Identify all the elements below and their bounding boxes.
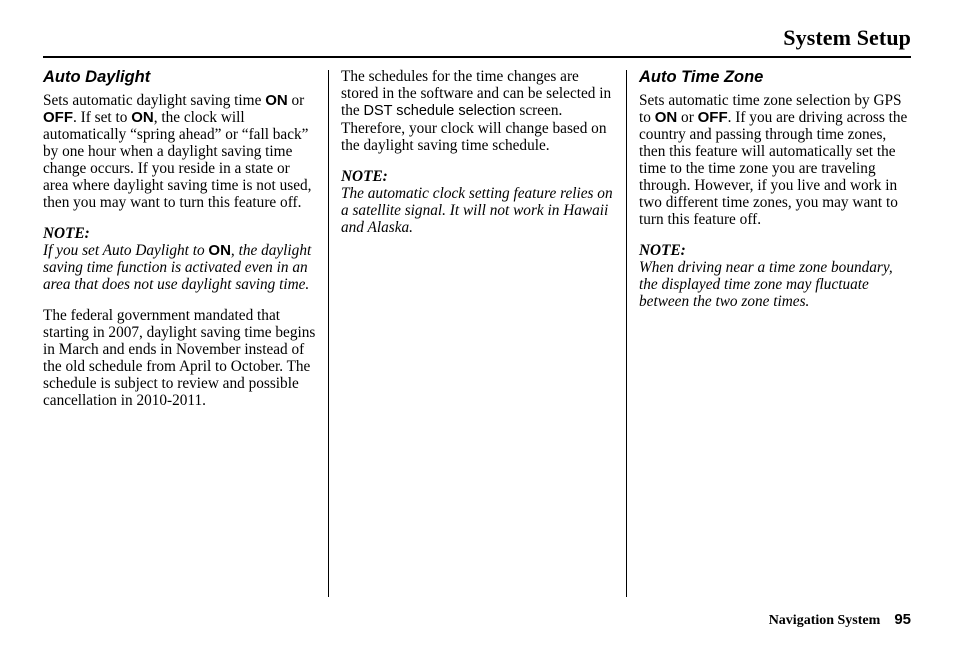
title-rule <box>43 56 911 58</box>
column-divider <box>626 70 627 597</box>
auto-daylight-heading: Auto Daylight <box>43 68 151 86</box>
footer-label: Navigation System <box>768 613 881 628</box>
column-dst-schedule <box>341 68 617 236</box>
text-run: Sets automatic daylight saving time <box>43 92 266 109</box>
on-keyword: ON <box>208 242 231 259</box>
page-footer <box>769 611 911 629</box>
auto-daylight-note <box>43 242 318 293</box>
on-keyword: ON <box>131 109 154 126</box>
text-run: The schedules for the time changes are stored in the software and can be selected in the <box>341 68 612 119</box>
text-run: If you set Auto Daylight to <box>43 242 209 259</box>
note-label: NOTE: <box>43 225 90 242</box>
dst-schedule-selection-link[interactable]: DST schedule selection <box>363 103 516 119</box>
auto-time-zone-description <box>639 92 911 228</box>
page-number: 95 <box>894 611 911 628</box>
auto-daylight-description <box>43 92 318 211</box>
text-run: Sets automatic time zone selection by GPS to <box>639 92 902 126</box>
text-run: screen. Therefore, your clock will change based on the daylight saving time schedule. <box>341 102 607 154</box>
auto-time-zone-heading: Auto Time Zone <box>639 68 764 86</box>
off-keyword: OFF <box>43 109 73 126</box>
satellite-note: The automatic clock setting feature relies on a satellite signal. It will not work in Hawaii and Alaska. <box>341 185 613 236</box>
page-title: System Setup <box>783 25 911 50</box>
text-run: , the daylight saving time function is activated even in an area that does not use daylight saving time. <box>43 242 312 293</box>
note-label: NOTE: <box>341 168 388 185</box>
text-run: or <box>287 92 305 109</box>
on-keyword: ON <box>654 109 678 126</box>
off-keyword: OFF <box>697 109 728 126</box>
time-zone-note: When driving near a time zone boundary, the displayed time zone may fluctuate between the two zone times. <box>639 259 893 310</box>
text-run: , the clock will automatically “spring ahead” or “fall back” by one hour when a daylight saving time change occurs. If you reside in a state or area where daylight saving time is not used, then you may want to turn this feature off. <box>43 109 312 211</box>
text-run: or <box>677 109 698 126</box>
column-auto-daylight <box>43 68 318 409</box>
note-label: NOTE: <box>639 242 686 259</box>
column-divider <box>328 70 329 597</box>
on-keyword: ON <box>265 92 288 109</box>
dst-schedule-paragraph <box>341 68 617 154</box>
dst-mandate-paragraph: The federal government mandated that starting in 2007, daylight saving time begins in March and ends in November instead of the old schedule from April to October. The schedule is subject to review and possible cancellation in 2010-2011. <box>43 307 316 409</box>
column-auto-time-zone <box>639 68 911 310</box>
text-run: . If you are driving across the country and passing through time zones, then this feature will automatically set the time to the time zone you are traveling through. However, if you live and work in two different time zones, you may want to turn this feature off. <box>639 109 908 228</box>
text-run: . If set to <box>73 109 132 126</box>
